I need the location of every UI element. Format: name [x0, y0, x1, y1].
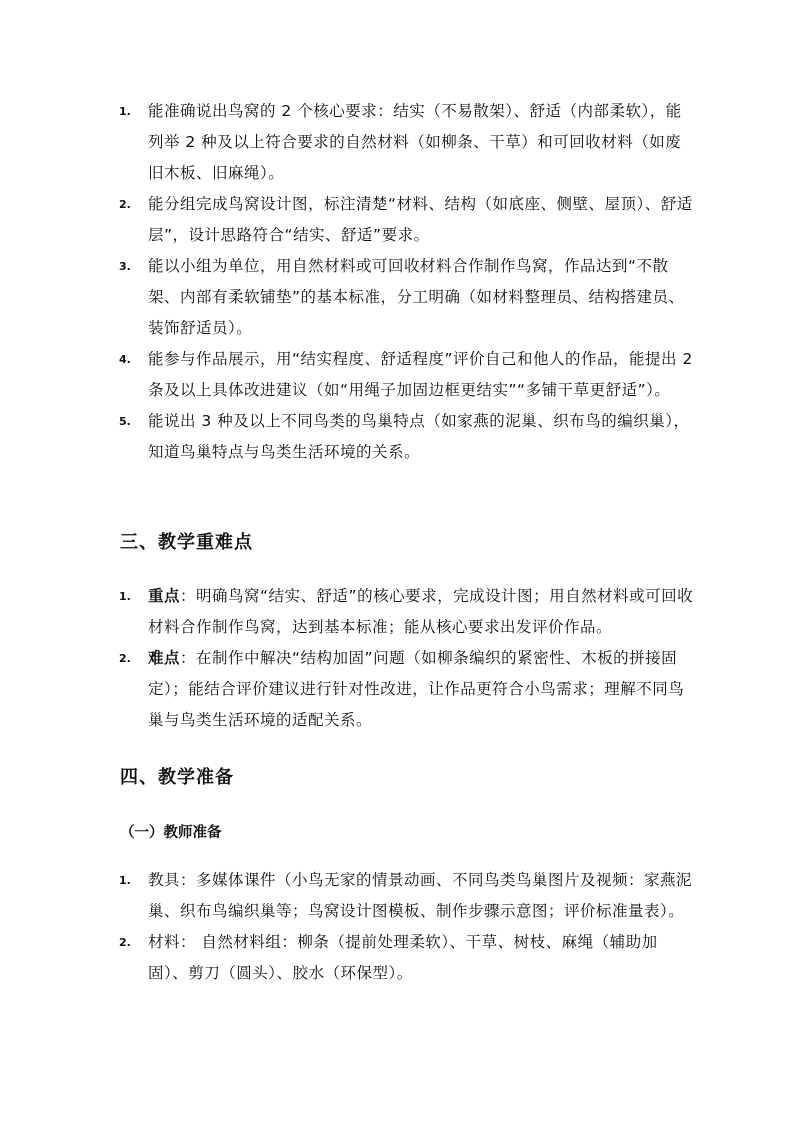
list-number: 5.: [119, 415, 131, 428]
list-item: [0, 643, 696, 736]
list-item: [0, 189, 696, 251]
objectives-list: [0, 96, 794, 468]
list-item: [0, 96, 696, 189]
list-number: 3.: [119, 260, 131, 273]
subsection-heading-teacher: （一）教师准备: [120, 825, 222, 841]
list-lead: 难点: [148, 649, 181, 667]
list-text: 教具：多媒体课件（小鸟无家的情景动画、不同鸟类鸟巢图片及视频：家燕泥巢、织布鸟编织巢等；鸟窝设计图模板、制作步骤示意图；评价标准量表）。: [148, 871, 693, 920]
list-number: 2.: [119, 652, 131, 665]
list-number: 4.: [119, 353, 131, 366]
list-item: [0, 927, 696, 989]
list-number: 1.: [119, 105, 131, 118]
list-item: [0, 344, 696, 406]
list-text: 材料： 自然材料组：柳条（提前处理柔软）、干草、树枝、麻绳（辅助加固）、剪刀（圆头）、胶水（环保型）。: [148, 933, 658, 982]
list-lead: 重点: [148, 587, 181, 605]
section-heading-preparation: 四、教学准备: [120, 767, 234, 788]
list-text: 能以小组为单位，用自然材料或可回收材料合作制作鸟窝，作品达到“不散架、内部有柔软铺垫”的基本标准，分工明确（如材料整理员、结构搭建员、装饰舒适员）。: [148, 257, 685, 337]
list-text: 能参与作品展示，用“结实程度、舒适程度”评价自己和他人的作品，能提出 2 条及以上具体改进建议（如“用绳子加固边框更结实”“多铺干草更舒适”）。: [148, 350, 693, 399]
list-number: 1.: [119, 874, 131, 887]
list-item: [0, 865, 696, 927]
list-text: ：明确鸟窝“结实、舒适”的核心要求，完成设计图；用自然材料或可回收材料合作制作鸟窝，达到基本标准；能从核心要求出发评价作品。: [148, 587, 694, 636]
list-text: 能分组完成鸟窝设计图，标注清楚“材料、结构（如底座、侧壁、屋顶）、舒适层”，设计思路符合“结实、舒适”要求。: [148, 195, 693, 244]
list-item: [0, 406, 696, 468]
list-text: ：在制作中解决“结构加固”问题（如柳条编织的紧密性、木板的拼接固定）；能结合评价建议进行针对性改进，让作品更符合小鸟需求；理解不同鸟巢与鸟类生活环境的适配关系。: [148, 649, 685, 729]
list-item: [0, 581, 696, 643]
preparation-list: [0, 865, 794, 989]
list-item: [0, 251, 696, 344]
list-text: 能准确说出鸟窝的 2 个核心要求：结实（不易散架）、舒适（内部柔软），能列举 2 种及以上符合要求的自然材料（如柳条、干草）和可回收材料（如废旧木板、旧麻绳）。: [148, 102, 682, 182]
key-points-list: [0, 581, 794, 736]
list-number: 2.: [119, 198, 131, 211]
section-heading-key-points: 三、教学重难点: [120, 532, 253, 553]
list-number: 2.: [119, 936, 131, 949]
list-text: 能说出 3 种及以上不同鸟类的鸟巢特点（如家燕的泥巢、织布鸟的编织巢），知道鸟巢特点与鸟类生活环境的关系。: [148, 412, 690, 461]
list-number: 1.: [119, 590, 131, 603]
